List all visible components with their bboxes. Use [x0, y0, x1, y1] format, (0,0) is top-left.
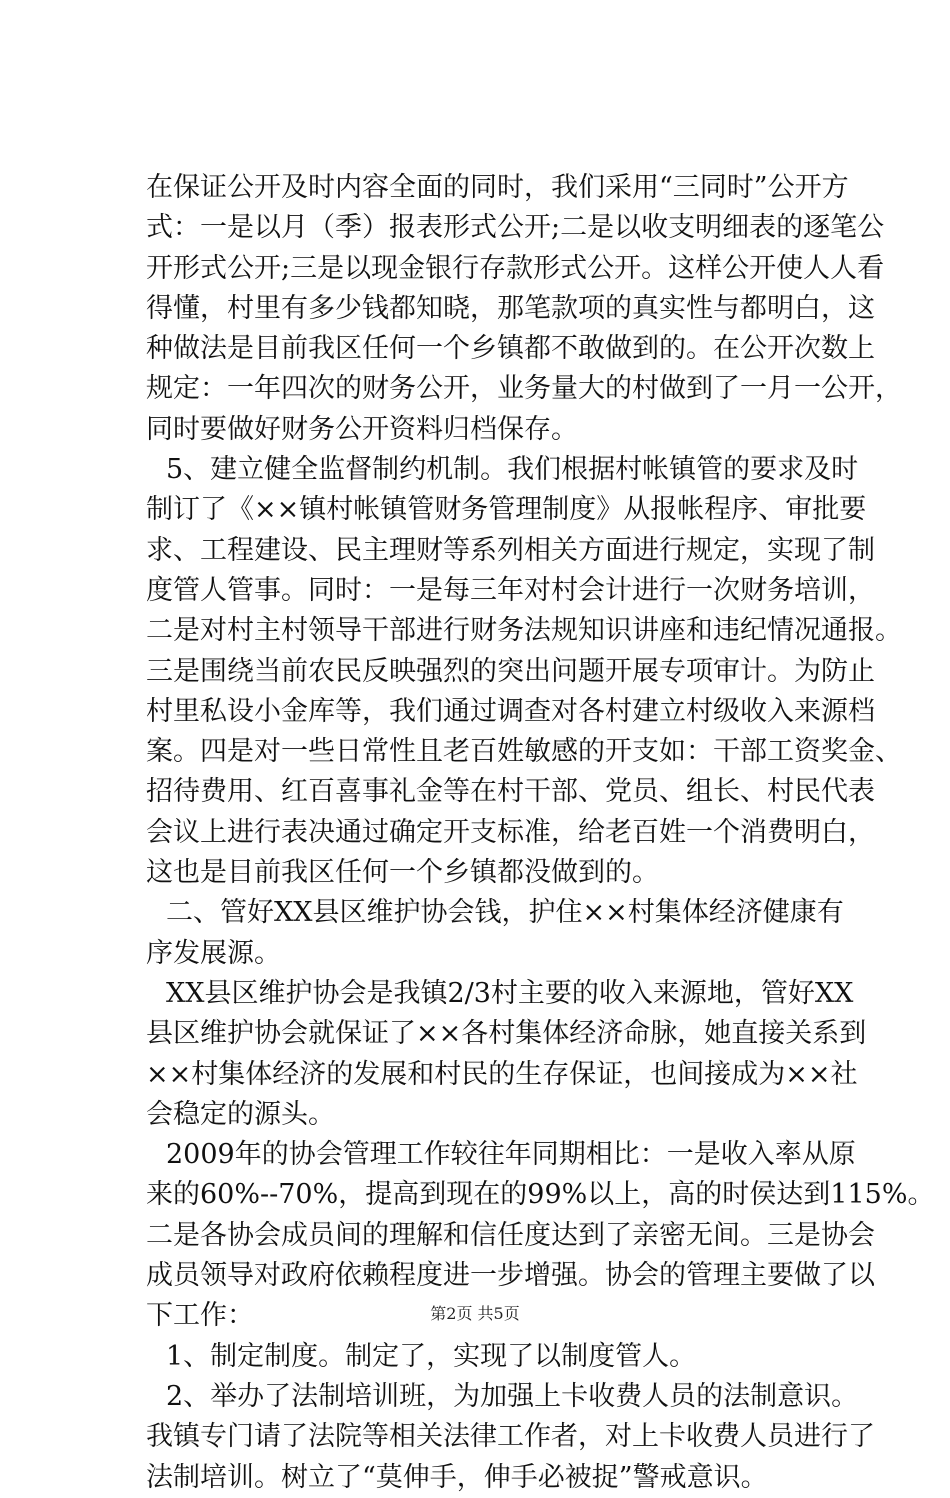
text-line: 2、举办了法制培训班，为加强上卡收费人员的法制意识。 [166, 1380, 859, 1412]
text-line: 三是围绕当前农民反映强烈的突出问题开展专项审计。为防止 [146, 655, 875, 687]
text-line: 2009年的协会管理工作较往年同期相比：一是收入率从原 [166, 1139, 856, 1171]
text-line: 二是对村主村领导干部进行财务法规知识讲座和违纪情况通报。 [146, 615, 902, 647]
text-line: 式：一是以月（季）报表形式公开;二是以收支明细表的逐笔公 [146, 212, 885, 244]
text-line: 成员领导对政府依赖程度进一步增强。协会的管理主要做了以 [146, 1260, 875, 1292]
text-line: 二、管好XX县区维护协会钱，护住××村集体经济健康有 [166, 897, 844, 929]
text-line: XX县区维护协会是我镇2/3村主要的收入来源地，管好XX [166, 977, 854, 1009]
text-line: 招待费用、红百喜事礼金等在村干部、党员、组长、村民代表 [146, 776, 875, 808]
text-line: 我镇专门请了法院等相关法律工作者，对上卡收费人员进行了 [146, 1421, 875, 1453]
text-line: 这也是目前我区任何一个乡镇都没做到的。 [146, 857, 659, 889]
text-line: 1、制定制度。制定了，实现了以制度管人。 [166, 1340, 697, 1372]
text-line: 度管人管事。同时：一是每三年对村会计进行一次财务培训， [146, 574, 875, 606]
text-line: 同时要做好财务公开资料归档保存。 [146, 413, 578, 445]
document-body [146, 168, 935, 1498]
text-line: 规定：一年四次的财务公开，业务量大的村做到了一月一公开， [146, 373, 902, 405]
text-line: 在保证公开及时内容全面的同时，我们采用“三同时”公开方 [146, 172, 849, 203]
text-line: 会议上进行表决通过确定开支标准，给老百姓一个消费明白， [146, 816, 875, 848]
text-line: 来的60%--70%，提高到现在的99%以上，高的时侯达到115%。 [146, 1179, 935, 1211]
text-line: 县区维护协会就保证了××各村集体经济命脉，她直接关系到 [146, 1018, 867, 1050]
text-line: 种做法是目前我区任何一个乡镇都不敢做到的。在公开次数上 [146, 333, 875, 365]
text-line: 案。四是对一些日常性且老百姓敏感的开支如：干部工资奖金、 [146, 736, 902, 768]
page-footer: 第2页 共5页 [430, 1304, 520, 1323]
text-line: 得懂，村里有多少钱都知晓，那笔款项的真实性与都明白，这 [146, 292, 875, 324]
text-line: 开形式公开;三是以现金银行存款形式公开。这样公开使人人看 [146, 252, 885, 284]
text-line: ××村集体经济的发展和村民的生存保证，也间接成为××社 [146, 1058, 858, 1090]
text-line: 村里私设小金库等，我们通过调查对各村建立村级收入来源档 [146, 695, 875, 727]
text-line: 下工作： [146, 1300, 254, 1332]
text-line: 法制培训。树立了“莫伸手，伸手必被捉”警戒意识。 [146, 1461, 768, 1493]
text-line: 求、工程建设、民主理财等系列相关方面进行规定，实现了制 [146, 534, 875, 566]
text-line: 二是各协会成员间的理解和信任度达到了亲密无间。三是协会 [146, 1219, 875, 1251]
text-line: 制订了《××镇村帐镇管财务管理制度》从报帐程序、审批要 [146, 494, 867, 526]
text-line: 序发展源。 [146, 937, 281, 969]
text-line: 会稳定的源头。 [146, 1098, 335, 1130]
text-line: 5、建立健全监督制约机制。我们根据村帐镇管的要求及时 [166, 454, 859, 486]
